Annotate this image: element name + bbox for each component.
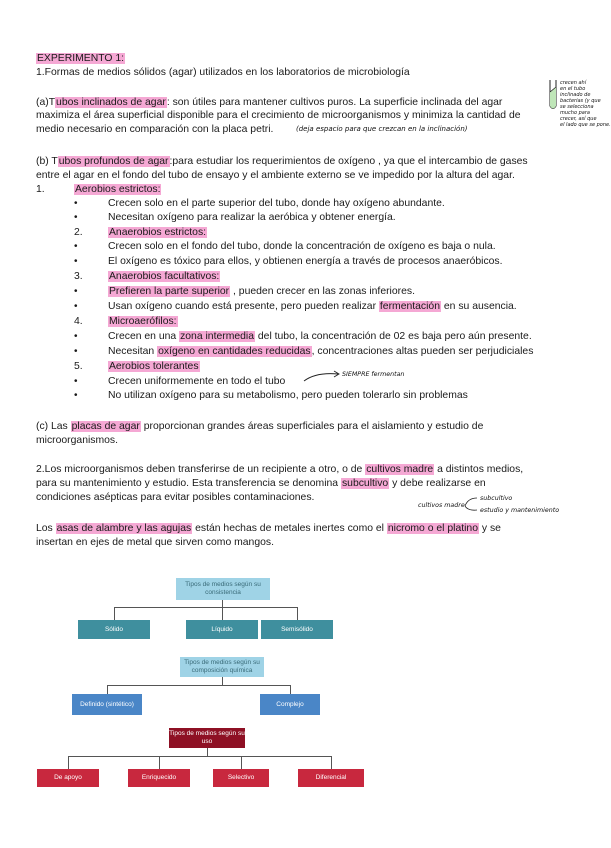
composition-box: Definido (sintético) <box>72 694 142 715</box>
section-c-rest: proporcionan grandes áreas superficiales para el aislamiento y estudio de <box>140 421 484 432</box>
bullet-icon: • <box>74 212 78 223</box>
category-title-text: Anaerobios estrictos: <box>109 227 207 238</box>
side-note-line: en el tubo <box>560 86 586 92</box>
section-c-highlight: placas de agar <box>71 421 140 432</box>
side-note-line: crecen ahí <box>560 80 587 86</box>
connector <box>331 756 332 769</box>
category-title-text: Aerobios tolerantes <box>109 361 199 372</box>
category-number: 2. <box>74 227 83 238</box>
bullet-post: , concentraciones altas pueden ser perjudiciales <box>311 346 534 357</box>
connector <box>222 600 223 607</box>
section-c-line1 <box>36 420 483 433</box>
use-box: De apoyo <box>37 769 99 787</box>
subtitle: 1.Formas de medios sólidos (agar) utilizados en los laboratorios de microbiología <box>36 67 410 78</box>
connector <box>68 756 69 769</box>
consistency-box: Líquido <box>186 620 258 639</box>
side-note-line: crecer, así que <box>560 116 597 122</box>
category-bullet <box>108 345 533 358</box>
section-2-post: a distintos medios, <box>434 464 524 475</box>
hand-cultivos-madre: cultivos madre <box>418 502 465 509</box>
tools-line2: insertan en ejes de metal que sirven como mangos. <box>36 537 274 548</box>
tools-mid: están hechas de metales inertes como el <box>192 523 387 534</box>
category-number: 3. <box>74 271 83 282</box>
section-c-line2: microorganismos. <box>36 435 118 446</box>
section-2-pre: para su mantenimiento y estudio. Esta transferencia se denomina <box>36 478 341 489</box>
category-title-text: Microaerófilos: <box>109 316 177 327</box>
section-b-highlight: ubos profundos de agar <box>58 156 169 167</box>
section-c-prefix: (c) Las <box>36 421 71 432</box>
section-2-line3: condiciones asépticas para evitar posibles contaminaciones. <box>36 492 315 503</box>
bullet-highlight: zona intermedia <box>180 331 254 342</box>
bullet-pre: Necesitan <box>108 346 158 357</box>
bullet-pre: Crecen en una <box>108 331 180 342</box>
section-b-prefix: (b) T <box>36 156 58 167</box>
section-a-rest: : son útiles para mantener cultivos puros. La superficie inclinada del agar <box>166 97 503 108</box>
connector <box>114 607 115 620</box>
category-bullet: Crecen solo en el parte superior del tubo, donde hay oxígeno abundante. <box>108 198 445 209</box>
side-note-line: mucho para <box>560 110 590 116</box>
section-a-line1 <box>36 96 502 109</box>
section-a-line3: medio necesario en comparación con la placa petri. <box>36 124 274 135</box>
test-tube-sketch-icon <box>546 78 560 112</box>
connector <box>114 607 298 608</box>
connector <box>159 756 160 769</box>
bullet-icon: • <box>74 301 78 312</box>
category-title <box>108 226 207 239</box>
bullet-highlight: oxígeno en cantidades reducidas <box>158 346 311 357</box>
consistency-box: Semisólido <box>261 620 333 639</box>
tools-line1 <box>36 522 501 535</box>
category-title <box>74 183 161 196</box>
category-number: 5. <box>74 361 83 372</box>
category-title <box>108 315 178 328</box>
section-b-line2: entre el agar en el fondo del tubo de ensayo y el ambiente externo se ve impedido por la altura del agar. <box>36 170 515 181</box>
category-title-text: Aerobios estrictos: <box>75 184 161 195</box>
category-number: 1. <box>36 184 45 195</box>
bullet-icon: • <box>74 198 78 209</box>
bullet-icon: • <box>74 241 78 252</box>
bullet-highlight: Prefieren la parte superior <box>109 286 230 297</box>
side-note-line: inclinado de <box>560 92 591 98</box>
siempre-note: SIEMPRE fermentan <box>342 371 405 378</box>
tools-highlight-2: nicromo o el platino <box>387 523 478 534</box>
category-title <box>108 270 220 283</box>
connector <box>222 607 223 620</box>
connector <box>297 607 298 620</box>
category-title <box>108 360 200 373</box>
experiment-title-text: EXPERIMENTO 1: <box>37 53 124 64</box>
section-2-line1 <box>36 463 523 476</box>
section-2-highlight: cultivos madre <box>366 464 434 475</box>
bullet-post: del tubo, la concentración de 02 es baja pero aún presente. <box>255 331 532 342</box>
tools-post: y se <box>478 523 501 534</box>
use-box: Selectivo <box>213 769 269 787</box>
diagram-use-box: Tipos de medios según su uso <box>169 728 245 748</box>
experiment-title <box>36 52 125 65</box>
section-a-line2: maximiza el área superficial disponible para el crecimiento de microorganismos y minimiza la cantidad de <box>36 110 521 121</box>
branch-arrow-icon <box>464 494 480 514</box>
section-2-post: y debe realizarse en <box>389 478 486 489</box>
section-a-handnote: (deja espacio para que crezcan en la inclinación) <box>296 125 468 133</box>
section-b-line1 <box>36 155 528 168</box>
side-note-line: el lado que se pone. <box>560 122 611 128</box>
bullet-pre: Usan oxígeno cuando está presente, pero pueden realizar <box>108 301 379 312</box>
bullet-icon: • <box>74 346 78 357</box>
use-box: Enriquecido <box>128 769 190 787</box>
side-note-line: se selecciona <box>560 104 594 110</box>
connector <box>241 756 242 769</box>
side-note-line: bacterias (y que <box>560 98 601 104</box>
use-box: Diferencial <box>298 769 364 787</box>
category-title-text: Anaerobios facultativos: <box>109 271 220 282</box>
section-2-pre: 2.Los microorganismos deben transferirse de un recipiente a otro, o de <box>36 464 366 475</box>
bullet-post: en su ausencia. <box>441 301 517 312</box>
consistency-box: Sólido <box>78 620 150 639</box>
category-number: 4. <box>74 316 83 327</box>
tools-highlight-1: asas de alambre y las agujas <box>56 523 192 534</box>
connector <box>107 685 291 686</box>
composition-box: Complejo <box>260 694 320 715</box>
bullet-post: , pueden crecer en las zonas inferiores. <box>230 286 415 297</box>
section-2-line2 <box>36 477 486 490</box>
tools-pre: Los <box>36 523 56 534</box>
connector <box>107 685 108 694</box>
category-bullet <box>108 300 517 313</box>
bullet-highlight: fermentación <box>379 301 440 312</box>
connector <box>290 685 291 694</box>
hand-subcultivo: subcultivo <box>480 495 513 502</box>
category-bullet <box>108 330 532 343</box>
connector <box>222 677 223 685</box>
section-2-highlight: subcultivo <box>341 478 389 489</box>
arrow-sketch-icon <box>302 370 342 384</box>
bullet-icon: • <box>74 376 78 387</box>
category-bullet: No utilizan oxígeno para su metabolismo, pero pueden tolerarlo sin problemas <box>108 390 468 401</box>
connector <box>68 756 332 757</box>
hand-estudio: estudio y mantenimiento <box>480 507 560 514</box>
category-bullet: Crecen uniformemente en todo el tubo <box>108 376 286 387</box>
bullet-icon: • <box>74 390 78 401</box>
category-bullet <box>108 285 415 298</box>
category-bullet: Necesitan oxígeno para realizar la aeróbica y obtener energía. <box>108 212 396 223</box>
section-b-rest: :para estudiar los requerimientos de oxígeno , ya que el intercambio de gases <box>169 156 528 167</box>
diagram-mid-box: Tipos de medios según su composición química <box>180 657 264 677</box>
connector <box>207 748 208 756</box>
bullet-icon: • <box>74 331 78 342</box>
category-bullet: Crecen solo en el fondo del tubo, donde la concentración de oxígeno es baja o nula. <box>108 241 496 252</box>
side-note <box>560 80 611 128</box>
category-bullet: El oxígeno es tóxico para ellos, y obtienen energía a través de procesos anaeróbicos. <box>108 256 503 267</box>
diagram-top-box: Tipos de medios según su consistencia <box>176 578 270 600</box>
section-a-prefix: (a)T <box>36 97 56 108</box>
bullet-icon: • <box>74 286 78 297</box>
section-a-highlight: ubos inclinados de agar <box>56 97 166 108</box>
bullet-icon: • <box>74 256 78 267</box>
